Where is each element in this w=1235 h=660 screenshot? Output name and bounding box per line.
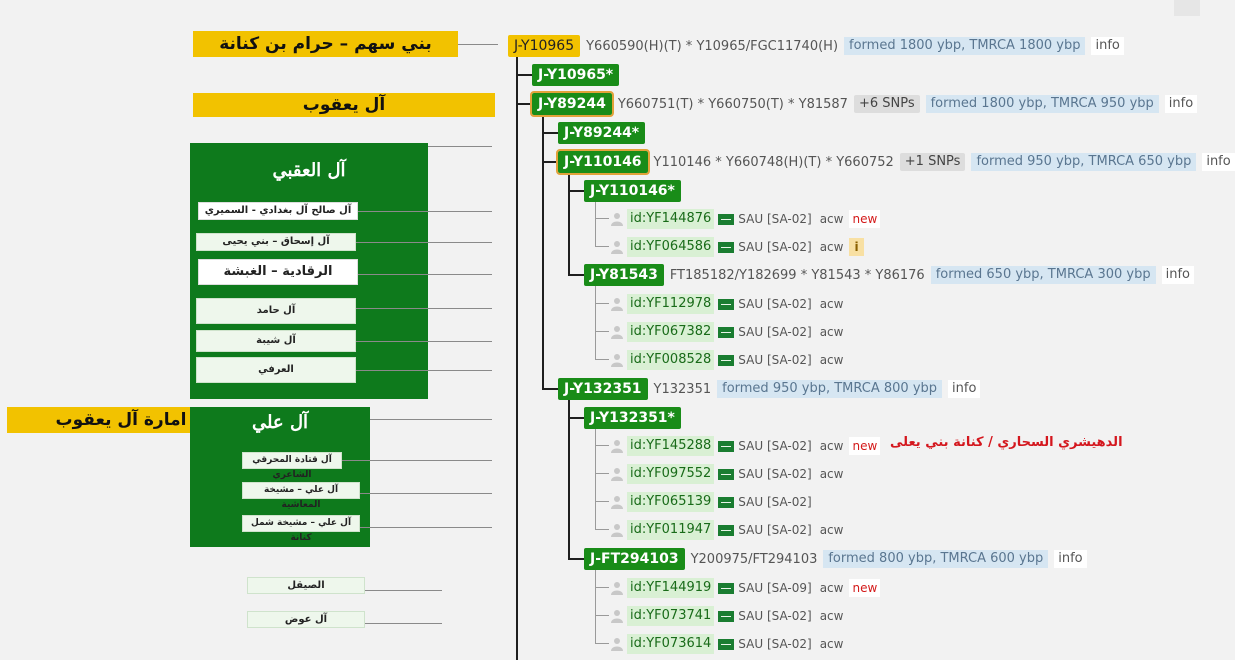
node-row [584, 180, 681, 202]
info-link[interactable]: info [1054, 550, 1086, 568]
ali-title: آل علي [251, 412, 309, 433]
leaf-line [595, 218, 609, 219]
label-al-yaqoub: آل يعقوب [193, 93, 495, 117]
kit-row [611, 322, 843, 342]
info-link[interactable]: info [1202, 153, 1234, 171]
connector-line [356, 242, 492, 243]
kit-row [611, 520, 843, 540]
top-corner-button[interactable] [1174, 0, 1200, 16]
snp-count-badge[interactable]: +6 SNPs [854, 95, 920, 113]
leaf-line [595, 501, 609, 502]
connector-line [358, 274, 492, 275]
new-badge: new [849, 210, 880, 228]
saudi-flag-icon [718, 355, 734, 366]
extra-label: آل عوض [247, 611, 365, 628]
kit-status: acw [819, 212, 844, 226]
leaf-line [595, 569, 596, 644]
saudi-flag-icon [718, 327, 734, 338]
kit-status: acw [819, 297, 844, 311]
saudi-flag-icon [718, 497, 734, 508]
person-icon [611, 637, 623, 651]
kit-row [611, 578, 880, 598]
kit-status: acw [819, 467, 844, 481]
tree-line [568, 399, 570, 560]
kit-country: SAU [SA-02] [738, 467, 812, 481]
person-icon [611, 212, 623, 226]
kit-status: acw [819, 240, 844, 254]
node-row [532, 93, 1197, 115]
kit-row [611, 464, 843, 484]
saudi-flag-icon [718, 639, 734, 650]
person-icon [611, 523, 623, 537]
connector-line [358, 211, 492, 212]
tree-line [516, 56, 518, 660]
tree-line [568, 558, 584, 560]
extra-label: الصيقل [247, 577, 365, 594]
snp-list: Y132351 [653, 381, 712, 397]
node-row [558, 378, 980, 400]
saudi-flag-icon [718, 525, 734, 536]
leaf-line [595, 246, 609, 247]
leaf-line [595, 428, 596, 530]
kit-country: SAU [SA-02] [738, 297, 812, 311]
person-icon [611, 467, 623, 481]
leaf-line [595, 303, 609, 304]
clade-tag[interactable]: J-Y10965* [532, 64, 619, 86]
aqabi-item: آل إسحاق – بني يحيى [196, 233, 356, 251]
kit-status: acw [819, 523, 844, 537]
kit-row [611, 209, 880, 229]
kit-country: SAU [SA-09] [738, 581, 812, 595]
tree-line [516, 103, 532, 105]
saudi-flag-icon [718, 441, 734, 452]
node-row [558, 151, 1235, 173]
kit-country: SAU [SA-02] [738, 495, 812, 509]
formed-badge: formed 1800 ybp, TMRCA 950 ybp [926, 95, 1159, 113]
aqabi-title: آل العقبي [272, 160, 346, 181]
snp-list: Y660590(H)(T) * Y10965/FGC11740(H) [586, 38, 839, 54]
aqabi-item: آل حامد [196, 298, 356, 324]
saudi-flag-icon [718, 242, 734, 253]
kit-id[interactable]: id:YF073741 [627, 606, 714, 626]
kit-id[interactable]: id:YF011947 [627, 520, 714, 540]
kit-row [611, 294, 843, 314]
kit-country: SAU [SA-02] [738, 439, 812, 453]
label-bani-sahm: بني سهم – حرام بن كنانة [193, 31, 458, 57]
saudi-flag-icon [718, 214, 734, 225]
clade-tag[interactable]: J-Y132351 [558, 378, 648, 400]
kit-id[interactable]: id:YF065139 [627, 492, 714, 512]
kit-status: acw [819, 439, 844, 453]
tree-line [568, 172, 570, 276]
info-warning-icon[interactable]: i [849, 238, 863, 256]
kit-status: acw [819, 637, 844, 651]
connector-line [428, 146, 492, 147]
formed-badge: formed 950 ybp, TMRCA 650 ybp [971, 153, 1196, 171]
connector-line [342, 460, 492, 461]
connector-line [360, 527, 492, 528]
saudi-flag-icon [718, 299, 734, 310]
ali-item: آل علي – مشيخة شمل كنانة [242, 515, 360, 532]
person-icon [611, 581, 623, 595]
clade-tag[interactable]: J-Y110146 [558, 151, 648, 173]
clade-tag[interactable]: J-Y81543 [584, 264, 664, 286]
kit-id[interactable]: id:YF097552 [627, 464, 714, 484]
ali-item: آل علي – مشيخة المعاشية [242, 482, 360, 499]
tree-line [542, 132, 558, 134]
clade-tag[interactable]: J-Y10965 [508, 35, 580, 57]
kit-country: SAU [SA-02] [738, 240, 812, 254]
connector-line [365, 623, 442, 624]
clade-tag[interactable]: J-Y132351* [584, 407, 681, 429]
kit-country: SAU [SA-02] [738, 212, 812, 226]
saudi-flag-icon [718, 611, 734, 622]
node-row [584, 548, 1087, 570]
connector-line [356, 308, 492, 309]
formed-badge: formed 650 ybp, TMRCA 300 ybp [931, 266, 1156, 284]
snp-list: Y660751(T) * Y660750(T) * Y81587 [617, 96, 848, 112]
kit-country: SAU [SA-02] [738, 523, 812, 537]
person-icon [611, 297, 623, 311]
kit-row [611, 436, 880, 456]
kit-id[interactable]: id:YF067382 [627, 322, 714, 342]
snp-list: Y110146 * Y660748(H)(T) * Y660752 [653, 154, 894, 170]
leaf-line [595, 529, 609, 530]
snp-list: FT185182/Y182699 * Y81543 * Y86176 [669, 267, 925, 283]
tree-line [542, 388, 558, 390]
kit-id[interactable]: id:YF112978 [627, 294, 714, 314]
clade-tag[interactable]: J-Y89244* [558, 122, 645, 144]
connector-line [458, 44, 498, 45]
snp-count-badge[interactable]: +1 SNPs [900, 153, 966, 171]
ali-item: آل قتادة المحرقي الشاعري [242, 452, 342, 469]
new-badge: new [849, 579, 880, 597]
aqabi-item: العرفي [196, 357, 356, 383]
label-imarat: امارة آل يعقوب [7, 407, 235, 433]
connector-line [370, 419, 492, 420]
kit-country: SAU [SA-02] [738, 637, 812, 651]
info-link[interactable]: info [1162, 266, 1194, 284]
formed-badge: formed 800 ybp, TMRCA 600 ybp [823, 550, 1048, 568]
tree-line [542, 114, 544, 390]
leaf-line [595, 285, 596, 360]
leaf-line [595, 201, 596, 246]
person-icon [611, 240, 623, 254]
info-link[interactable]: info [1165, 95, 1197, 113]
tree-line [568, 190, 584, 192]
clade-tag[interactable]: J-Y89244 [532, 93, 612, 115]
kit-status: acw [819, 325, 844, 339]
clade-tag[interactable]: J-FT294103 [584, 548, 685, 570]
kit-id[interactable]: id:YF064586 [627, 237, 714, 257]
kit-country: SAU [SA-02] [738, 353, 812, 367]
aqabi-item: آل صالح آل بغدادي - السميري [198, 202, 358, 220]
kit-row [611, 237, 864, 257]
connector-line [356, 341, 492, 342]
kit-id[interactable]: id:YF145288 [627, 436, 714, 456]
person-icon [611, 439, 623, 453]
kit-row [611, 492, 812, 512]
kit-country: SAU [SA-02] [738, 325, 812, 339]
red-annotation: الدهيشري السحاري / كنانة بني يعلى [890, 435, 1123, 450]
info-link[interactable]: info [948, 380, 980, 398]
node-row [584, 264, 1194, 286]
leaf-line [595, 587, 609, 588]
kit-row [611, 606, 843, 626]
kit-status: acw [819, 581, 844, 595]
kit-id[interactable]: id:YF144919 [627, 578, 714, 598]
formed-badge: formed 950 ybp, TMRCA 800 ybp [717, 380, 942, 398]
info-link[interactable]: info [1091, 37, 1123, 55]
saudi-flag-icon [718, 583, 734, 594]
person-icon [611, 609, 623, 623]
kit-id[interactable]: id:YF144876 [627, 209, 714, 229]
connector-line [356, 370, 492, 371]
leaf-line [595, 359, 609, 360]
kit-country: SAU [SA-02] [738, 609, 812, 623]
tree-line [568, 417, 584, 419]
formed-badge: formed 1800 ybp, TMRCA 1800 ybp [844, 37, 1085, 55]
new-badge: new [849, 437, 880, 455]
person-icon [611, 495, 623, 509]
person-icon [611, 353, 623, 367]
aqabi-item: الرقادية – الغبشة [198, 259, 358, 285]
kit-id[interactable]: id:YF008528 [627, 350, 714, 370]
tree-line [568, 274, 584, 276]
aqabi-item: آل شيبة [196, 330, 356, 352]
node-row [532, 64, 619, 86]
leaf-line [595, 445, 609, 446]
leaf-line [595, 643, 609, 644]
snp-list: Y200975/FT294103 [690, 551, 818, 567]
kit-status: acw [819, 353, 844, 367]
kit-status: acw [819, 609, 844, 623]
connector-line [365, 590, 442, 591]
saudi-flag-icon [718, 469, 734, 480]
node-row [584, 407, 681, 429]
kit-row [611, 634, 843, 654]
tree-line [542, 161, 558, 163]
leaf-line [595, 615, 609, 616]
leaf-line [595, 331, 609, 332]
tree-line [516, 74, 532, 76]
kit-row [611, 350, 843, 370]
kit-id[interactable]: id:YF073614 [627, 634, 714, 654]
clade-tag[interactable]: J-Y110146* [584, 180, 681, 202]
person-icon [611, 325, 623, 339]
node-row [508, 35, 1124, 57]
node-row [558, 122, 645, 144]
leaf-line [595, 473, 609, 474]
connector-line [360, 493, 492, 494]
